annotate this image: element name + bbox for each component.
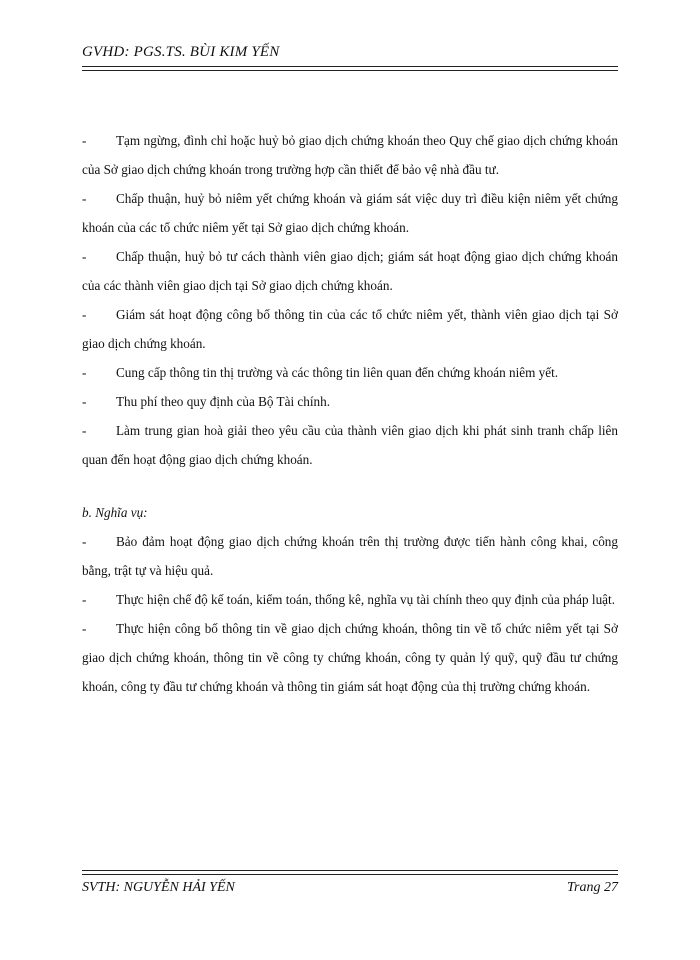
list-item: [82, 387, 618, 416]
bullet-dash: -: [82, 133, 87, 148]
list-item: [82, 300, 618, 358]
list-item: [82, 184, 618, 242]
list-item-text: Tạm ngừng, đình chỉ hoặc huỷ bỏ giao dịch chứng khoán theo Quy chế giao dịch chứng khoán của Sở giao dịch chứng khoán trong trường hợp cần thiết để bảo vệ nhà đầu tư.: [82, 133, 618, 177]
bullet-dash: -: [82, 534, 87, 549]
bullet-dash: -: [82, 307, 87, 322]
list-item: [82, 358, 618, 387]
footer-rule: [82, 870, 618, 875]
page-number: Trang 27: [567, 880, 618, 895]
list-item: [82, 242, 618, 300]
list-item-text: Thực hiện công bố thông tin về giao dịch chứng khoán, thông tin về tổ chức niêm yết tại Sở giao dịch chứng khoán, thông tin về công ty chứng khoán, công ty quản lý quỹ, quỹ đầu tư chứng khoán, công ty đầu tư chứng khoán và thông tin giám sát hoạt động của thị trường chứng khoán.: [82, 621, 618, 694]
list-item-text: Cung cấp thông tin thị trường và các thông tin liên quan đến chứng khoán niêm yết.: [116, 365, 559, 380]
list-item-text: Chấp thuận, huỷ bỏ tư cách thành viên giao dịch; giám sát hoạt động giao dịch chứng khoán của các thành viên giao dịch tại Sở giao dịch chứng khoán.: [82, 249, 618, 293]
list-item-text: Thu phí theo quy định của Bộ Tài chính.: [116, 394, 331, 409]
bullet-dash: -: [82, 191, 87, 206]
footer-author: SVTH: NGUYỄN HẢI YẾN: [82, 880, 235, 895]
bullet-dash: -: [82, 394, 87, 409]
list-item-text: Giám sát hoạt động công bố thông tin của các tổ chức niêm yết, thành viên giao dịch tại Sở giao dịch chứng khoán.: [82, 307, 618, 351]
page-content: [82, 126, 618, 701]
bullet-dash: -: [82, 423, 87, 438]
list-item: [82, 614, 618, 701]
list-item-text: Bảo đảm hoạt động giao dịch chứng khoán trên thị trường được tiến hành công khai, công bằng, trật tự và hiệu quả.: [82, 534, 618, 578]
list-item: [82, 416, 618, 474]
list-item: [82, 585, 618, 614]
bullet-dash: -: [82, 365, 87, 380]
section-heading: b. Nghĩa vụ:: [82, 505, 148, 520]
list-item: [82, 126, 618, 184]
bullet-dash: -: [82, 621, 87, 636]
list-item-text: Làm trung gian hoà giải theo yêu cầu của thành viên giao dịch khi phát sinh tranh chấp liên quan đến hoạt động giao dịch chứng khoán.: [82, 423, 618, 467]
list-item-text: Thực hiện chế độ kế toán, kiểm toán, thống kê, nghĩa vụ tài chính theo quy định của pháp luật.: [116, 592, 615, 607]
header-rule: [82, 66, 618, 71]
list-item-text: Chấp thuận, huỷ bỏ niêm yết chứng khoán và giám sát việc duy trì điều kiện niêm yết chứng khoán của các tổ chức niêm yết tại Sở giao dịch chứng khoán.: [82, 191, 618, 235]
list-item: [82, 527, 618, 585]
header-title: GVHD: PGS.TS. BÙI KIM YẾN: [82, 44, 280, 60]
bullet-dash: -: [82, 592, 87, 607]
bullet-dash: -: [82, 249, 87, 264]
